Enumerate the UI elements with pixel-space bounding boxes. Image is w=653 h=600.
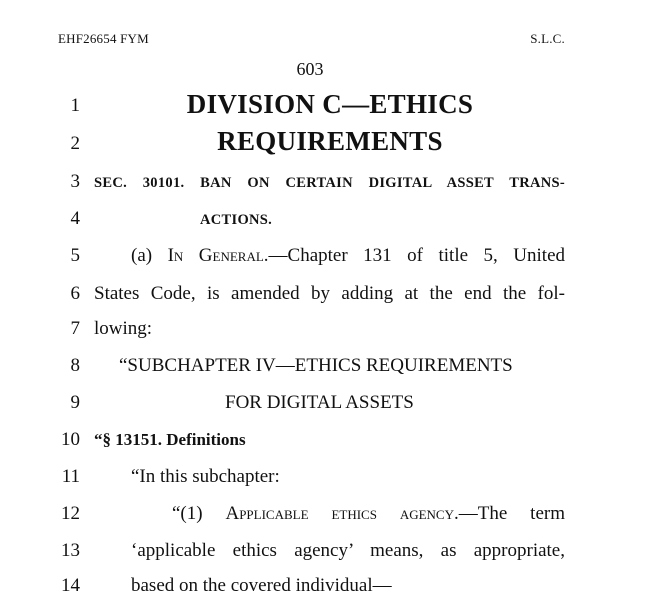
subchapter-heading-line-2: FOR DIGITAL ASSETS xyxy=(225,392,414,413)
line-number: 10 xyxy=(61,429,80,450)
line-number: 11 xyxy=(61,466,80,487)
body-text-line-12: “(1) Applicable ethics agency.—The term xyxy=(172,503,565,524)
line-number: 13 xyxy=(61,540,80,561)
line-number: 2 xyxy=(70,133,80,154)
section-heading-line-2: ACTIONS. xyxy=(200,212,273,228)
line-number: 9 xyxy=(70,392,80,413)
section-definitions-heading: “§ 13151. Definitions xyxy=(94,430,246,449)
body-text-line-5: (a) In General.—Chapter 131 of title 5, United xyxy=(131,245,565,266)
body-text-line-11: “In this subchapter: xyxy=(131,466,280,487)
line-number: 8 xyxy=(70,355,80,376)
line-number: 12 xyxy=(61,503,80,524)
line-number: 4 xyxy=(70,208,80,229)
body-text-line-13: ‘applicable ethics agency’ means, as appropriate, xyxy=(131,540,565,561)
line-number: 3 xyxy=(70,171,80,192)
division-title-line-1: DIVISION C—ETHICS xyxy=(186,89,474,119)
body-text-line-6: States Code, is amended by adding at the end the fol- xyxy=(94,283,565,304)
line-number: 1 xyxy=(70,95,80,116)
line-number: 14 xyxy=(61,575,80,596)
division-title-line-2: REQUIREMENTS xyxy=(217,126,443,156)
line-number: 5 xyxy=(70,245,80,266)
body-text-line-7: lowing: xyxy=(94,318,153,339)
subchapter-heading-line-1: “SUBCHAPTER IV—ETHICS REQUIREMENTS xyxy=(119,355,513,376)
page-header-slc: S.L.C. xyxy=(530,31,565,46)
section-heading-line-1: SEC. 30101. BAN ON CERTAIN DIGITAL ASSET TRANS- xyxy=(94,175,565,191)
line-number: 7 xyxy=(70,318,80,339)
page-header-doc-id: EHF26654 FYM xyxy=(58,31,149,46)
body-text-line-14: based on the covered individual— xyxy=(131,575,392,596)
page-number: 603 xyxy=(296,59,324,79)
line-number: 6 xyxy=(70,283,80,304)
